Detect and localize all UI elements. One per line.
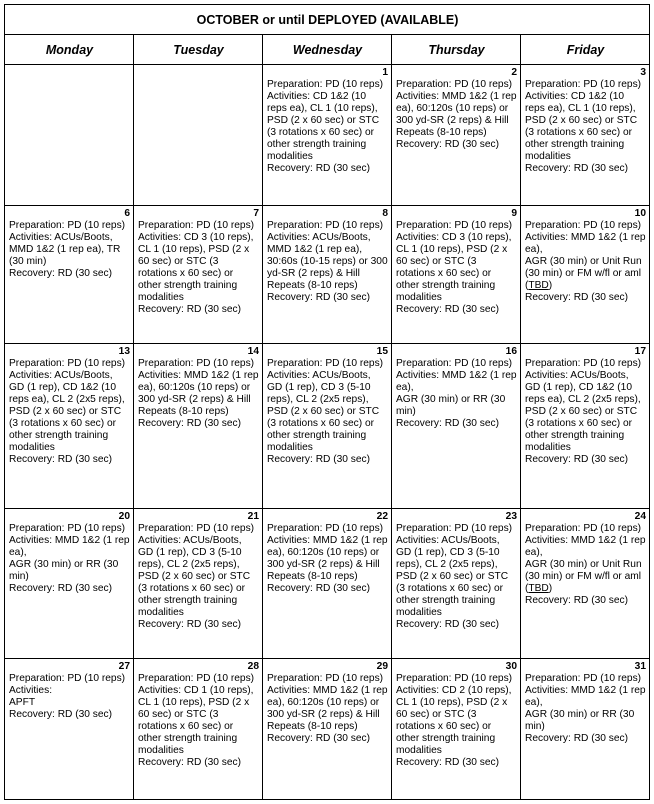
- schedule-line: Recovery: RD (30 sec): [138, 757, 242, 769]
- schedule-line: 300 yd-SR (2 reps) & Hill Repeats (8-10 reps): [267, 709, 380, 733]
- schedule-line: Recovery: RD (30 sec): [138, 418, 242, 430]
- schedule-line: Preparation: PD (10 reps): [396, 358, 513, 370]
- day-number: 13: [118, 346, 130, 358]
- schedule-line: Preparation: PD (10 reps): [396, 522, 513, 534]
- day-number: 31: [634, 661, 646, 673]
- schedule-line: Recovery: RD (30 sec): [9, 454, 113, 466]
- week-row: [5, 344, 650, 509]
- schedule-line: Activities: ACUs/Boots, GD (1 rep), CD 3 (5-10 reps), CL 2 (2x5 reps), PSD (2 x 60 sec) or STC (3 rotations x 60 sec) or other strength training modalities: [396, 534, 509, 618]
- day-cell-27: [5, 659, 134, 800]
- schedule-line: Activities: MMD 1&2 (1 rep ea), 60:120s (10 reps) or: [267, 685, 388, 709]
- schedule-line: Recovery: RD (30 sec): [267, 582, 371, 594]
- schedule-line: AGR (30 min) or RR (30 min): [396, 394, 506, 418]
- schedule-line: Recovery: RD (30 sec): [267, 454, 371, 466]
- schedule-line: Recovery: RD (30 sec): [138, 618, 242, 630]
- schedule-line: Recovery: RD (30 sec): [525, 291, 629, 303]
- schedule-line: Activities: MMD 1&2 (1 rep ea),: [396, 370, 517, 394]
- day-number: 22: [376, 510, 388, 522]
- schedule-line: Recovery: RD (30 sec): [396, 618, 500, 630]
- calendar-title: OCTOBER or until DEPLOYED (AVAILABLE): [5, 5, 650, 35]
- schedule-line: Recovery: RD (30 sec): [9, 582, 113, 594]
- schedule-line: Activities: CD 3 (10 reps), CL 1 (10 reps), PSD (2 x 60 sec) or STC (3 rotations x 60 sec) or other strength training modalities: [396, 231, 512, 303]
- schedule-line: Activities: ACUs/Boots, GD (1 rep), CD 3 (5-10 reps), CL 2 (2x5 reps), PSD (2 x 60 sec) or STC (3 rotations x 60 sec) or other strength training modalities: [138, 534, 251, 618]
- day-number: 14: [247, 346, 259, 358]
- day-number: 2: [511, 67, 517, 78]
- schedule-line: Preparation: PD (10 reps): [9, 673, 126, 685]
- day-number: 21: [247, 510, 259, 522]
- day-cell-3: [521, 65, 650, 206]
- weekday-header-row: [5, 35, 650, 65]
- day-cell-9: [392, 205, 521, 344]
- day-number: 29: [376, 661, 388, 673]
- day-number: 20: [118, 510, 130, 522]
- schedule-line: Recovery: RD (30 sec): [525, 733, 629, 745]
- schedule-line: Recovery: RD (30 sec): [525, 163, 629, 174]
- day-number: 10: [634, 207, 646, 219]
- schedule-line: 300 yd-SR (2 reps) & Hill Repeats (8-10 reps): [267, 558, 380, 582]
- weekday-monday: Monday: [5, 35, 134, 65]
- day-number: 6: [124, 207, 130, 219]
- schedule-line: Preparation: PD (10 reps): [138, 673, 255, 685]
- schedule-line: Activities: CD 1&2 (10 reps ea), CL 1 (10 reps), PSD (2 x 60 sec) or STC (3 rotations x 60 sec) or other strength training modalities: [267, 91, 380, 162]
- day-cell-1: [263, 65, 392, 206]
- schedule-line: 300 yd-SR (2 reps) & Hill Repeats (8-10 reps): [138, 394, 251, 418]
- day-number: 15: [376, 346, 388, 358]
- schedule-line: Preparation: PD (10 reps): [525, 673, 642, 685]
- schedule-line: Preparation: PD (10 reps): [525, 358, 642, 370]
- schedule-line: Recovery: RD (30 sec): [396, 757, 500, 769]
- schedule-line: Activities: ACUs/Boots, GD (1 rep), CD 1&2 (10 reps ea), CL 2 (2x5 reps), PSD (2 x 60 sec) or STC (3 rotations x 60 sec) or other strength training modalities: [525, 370, 641, 454]
- day-number: 9: [511, 207, 517, 219]
- day-cell-7: [134, 205, 263, 344]
- day-cell-empty: [5, 65, 134, 206]
- weekday-thursday: Thursday: [392, 35, 521, 65]
- schedule-line: Recovery: RD (30 sec): [396, 418, 500, 430]
- day-cell-6: [5, 205, 134, 344]
- day-cell-22: [263, 508, 392, 659]
- schedule-line: Recovery: RD (30 sec): [9, 267, 113, 279]
- schedule-line: Preparation: PD (10 reps): [9, 219, 126, 231]
- schedule-line: Activities: ACUs/Boots, GD (1 rep), CD 3 (5-10 reps), CL 2 (2x5 reps), PSD (2 x 60 sec) or STC (3 rotations x 60 sec) or other strength training modalities: [267, 370, 380, 454]
- day-cell-13: [5, 344, 134, 509]
- schedule-line: Recovery: RD (30 sec): [525, 594, 629, 606]
- schedule-line: Activities: MMD 1&2 (1 rep ea), 60:120s (10 reps) or: [138, 370, 259, 394]
- schedule-line: 300 yd-SR (2 reps) & Hill Repeats (8-10 reps): [396, 115, 509, 138]
- schedule-line: Recovery: RD (30 sec): [138, 303, 242, 315]
- schedule-line: Activities: MMD 1&2 (1 rep ea), 60:120s (10 reps) or: [267, 534, 388, 558]
- schedule-line: Recovery: RD (30 sec): [396, 139, 500, 150]
- weekday-wednesday: Wednesday: [263, 35, 392, 65]
- schedule-line: Preparation: PD (10 reps): [9, 358, 126, 370]
- day-cell-20: [5, 508, 134, 659]
- schedule-line: Recovery: RD (30 sec): [267, 163, 371, 174]
- schedule-line: Recovery: RD (30 sec): [267, 733, 371, 745]
- schedule-line: Preparation: PD (10 reps): [138, 522, 255, 534]
- schedule-line: Preparation: PD (10 reps): [267, 219, 384, 231]
- training-calendar: [4, 4, 650, 800]
- schedule-line: Preparation: PD (10 reps): [525, 522, 642, 534]
- week-row: [5, 205, 650, 344]
- day-number: 27: [118, 661, 130, 673]
- week-row: [5, 659, 650, 800]
- schedule-line: Preparation: PD (10 reps): [138, 358, 255, 370]
- day-number: 30: [505, 661, 517, 673]
- day-number: 28: [247, 661, 259, 673]
- day-number: 3: [640, 67, 646, 78]
- schedule-line: Preparation: PD (10 reps): [525, 219, 642, 231]
- day-cell-empty: [134, 65, 263, 206]
- schedule-line: AGR (30 min) or Unit Run (30 min) or FM w/fl or aml (TBD): [525, 255, 642, 291]
- schedule-line: AGR (30 min) or Unit Run (30 min) or FM w/fl or aml (TBD): [525, 558, 642, 594]
- schedule-line: Preparation: PD (10 reps): [525, 79, 642, 90]
- schedule-line: Preparation: PD (10 reps): [267, 79, 384, 90]
- day-number: 1: [382, 67, 388, 78]
- week-row: [5, 65, 650, 206]
- schedule-line: Preparation: PD (10 reps): [267, 358, 384, 370]
- schedule-line: Preparation: PD (10 reps): [396, 219, 513, 231]
- day-number: 17: [634, 346, 646, 358]
- schedule-line: Activities: CD 3 (10 reps), CL 1 (10 reps), PSD (2 x 60 sec) or STC (3 rotations x 60 sec) or other strength training modalities: [138, 231, 254, 303]
- schedule-line: Recovery: RD (30 sec): [396, 303, 500, 315]
- day-cell-31: [521, 659, 650, 800]
- schedule-line: Activities: MMD 1&2 (1 rep ea),: [525, 231, 646, 255]
- schedule-line: Activities: ACUs/Boots, MMD 1&2 (1 rep ea), TR (30 min): [9, 231, 121, 267]
- schedule-line: Preparation: PD (10 reps): [9, 522, 126, 534]
- day-number: 24: [634, 510, 646, 522]
- day-number: 16: [505, 346, 517, 358]
- schedule-line: AGR (30 min) or RR (30 min): [9, 558, 119, 582]
- schedule-line: Preparation: PD (10 reps): [138, 219, 255, 231]
- day-cell-2: [392, 65, 521, 206]
- schedule-line: Activities:: [9, 685, 53, 697]
- schedule-line: Preparation: PD (10 reps): [396, 79, 513, 90]
- schedule-line: Activities: CD 1 (10 reps), CL 1 (10 reps), PSD (2 x 60 sec) or STC (3 rotations x 60 sec) or other strength training modalities: [138, 685, 254, 757]
- day-number: 8: [382, 207, 388, 219]
- schedule-line: Activities: CD 1&2 (10 reps ea), CL 1 (10 reps), PSD (2 x 60 sec) or STC (3 rotations x 60 sec) or other strength training modalities: [525, 91, 638, 162]
- schedule-line: Activities: MMD 1&2 (1 rep ea),: [525, 685, 646, 709]
- day-cell-17: [521, 344, 650, 509]
- day-cell-16: [392, 344, 521, 509]
- day-cell-23: [392, 508, 521, 659]
- day-cell-24: [521, 508, 650, 659]
- day-cell-28: [134, 659, 263, 800]
- schedule-line: Recovery: RD (30 sec): [9, 709, 113, 721]
- schedule-line: Recovery: RD (30 sec): [525, 454, 629, 466]
- day-cell-8: [263, 205, 392, 344]
- day-number: 7: [253, 207, 259, 219]
- schedule-line: Activities: MMD 1&2 (1 rep ea),: [525, 534, 646, 558]
- schedule-line: Activities: MMD 1&2 (1 rep ea),: [9, 534, 130, 558]
- day-cell-29: [263, 659, 392, 800]
- week-row: [5, 508, 650, 659]
- schedule-line: Activities: MMD 1&2 (1 rep ea), 60:120s (10 reps) or: [396, 91, 517, 114]
- day-cell-21: [134, 508, 263, 659]
- schedule-line: Preparation: PD (10 reps): [267, 673, 384, 685]
- calendar-body: [5, 65, 650, 800]
- schedule-line: Preparation: PD (10 reps): [267, 522, 384, 534]
- schedule-line: Activities: ACUs/Boots, MMD 1&2 (1 rep ea), 30:60s (10-15 reps) or 300 yd-SR (2 reps) & Hill Repeats (8-10 reps) Recovery: RD (30 sec): [267, 231, 388, 303]
- day-cell-14: [134, 344, 263, 509]
- weekday-tuesday: Tuesday: [134, 35, 263, 65]
- schedule-line: AGR (30 min) or RR (30 min): [525, 709, 635, 733]
- schedule-line: Activities: ACUs/Boots, GD (1 rep), CD 1&2 (10 reps ea), CL 2 (2x5 reps), PSD (2 x 60 sec) or STC (3 rotations x 60 sec) or other strength training modalities: [9, 370, 125, 454]
- schedule-line: Activities: CD 2 (10 reps), CL 1 (10 reps), PSD (2 x 60 sec) or STC (3 rotations x 60 sec) or other strength training modalities: [396, 685, 512, 757]
- schedule-line: Preparation: PD (10 reps): [396, 673, 513, 685]
- day-cell-10: [521, 205, 650, 344]
- schedule-line: APFT: [9, 697, 36, 709]
- day-cell-30: [392, 659, 521, 800]
- weekday-friday: Friday: [521, 35, 650, 65]
- day-number: 23: [505, 510, 517, 522]
- day-cell-15: [263, 344, 392, 509]
